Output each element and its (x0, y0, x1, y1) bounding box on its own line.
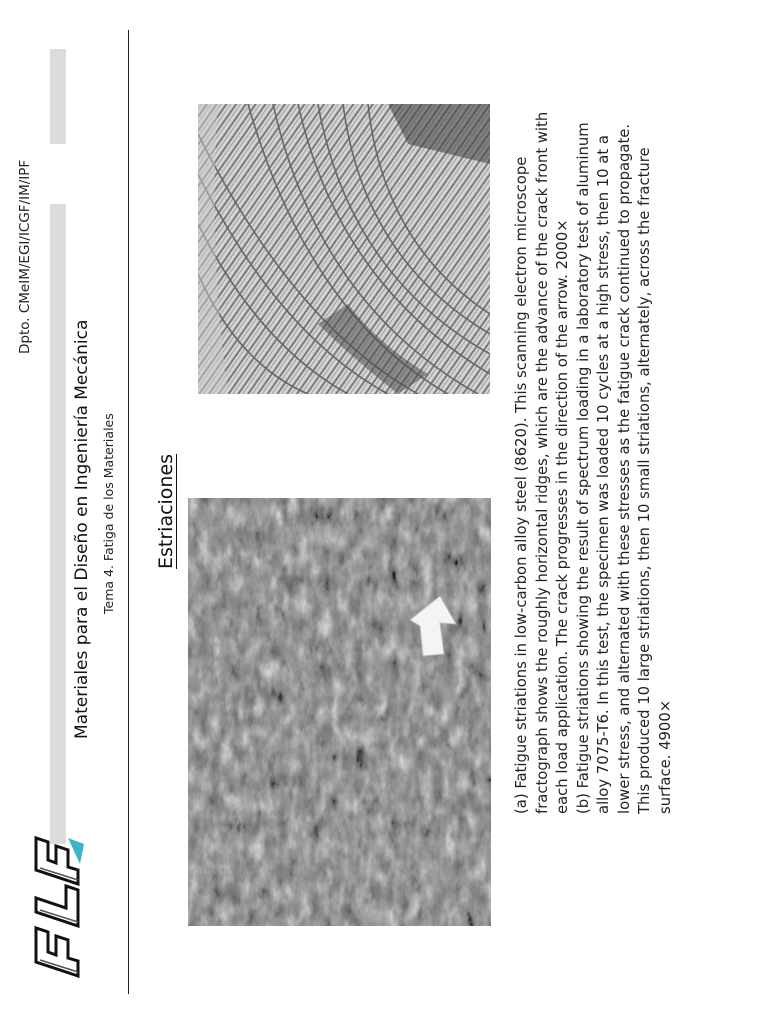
section-heading: Estriaciones (155, 453, 177, 569)
sem-fractograph-fatigue-striations-steel-icon (188, 498, 491, 926)
header-bar-left (50, 204, 66, 844)
page-subtitle: Tema 4. Fatiga de los Materiales (101, 413, 116, 614)
figure-caption (512, 109, 676, 814)
figure-a-photo (188, 498, 491, 926)
department-label: Dpto. CMeIM/EGI/ICGF/IM/IPF (17, 159, 33, 354)
figure-b-photo (198, 104, 490, 394)
caption-part-b: (b) Fatigue striations showing the result of spectrum loading in a laboratory test of aluminum alloy 7075-T6. In this test, the specimen was loaded 10 cycles at a high stress, then 10 at a lower stress, and alternated with these stresses as the fatigue crack continued to propagate. This produced 10 large striations, then 10 small striations, alternately, across the fracture surface. 4900× (574, 122, 674, 814)
ets-logo-icon (18, 834, 90, 984)
header-bar-right (50, 49, 66, 144)
fatigue-striation-bands-aluminum-icon (198, 104, 490, 394)
header-divider (128, 30, 129, 994)
caption-part-a: (a) Fatigue striations in low-carbon alloy steel (8620). This scanning electron microscope fractograph shows the roughly horizontal ridges, which are the advance of the crack front with each load application. The crack progresses in the direction of the arrow. 2000× (513, 111, 571, 814)
page-title: Materiales para el Diseño en Ingeniería Mecánica (72, 319, 92, 739)
